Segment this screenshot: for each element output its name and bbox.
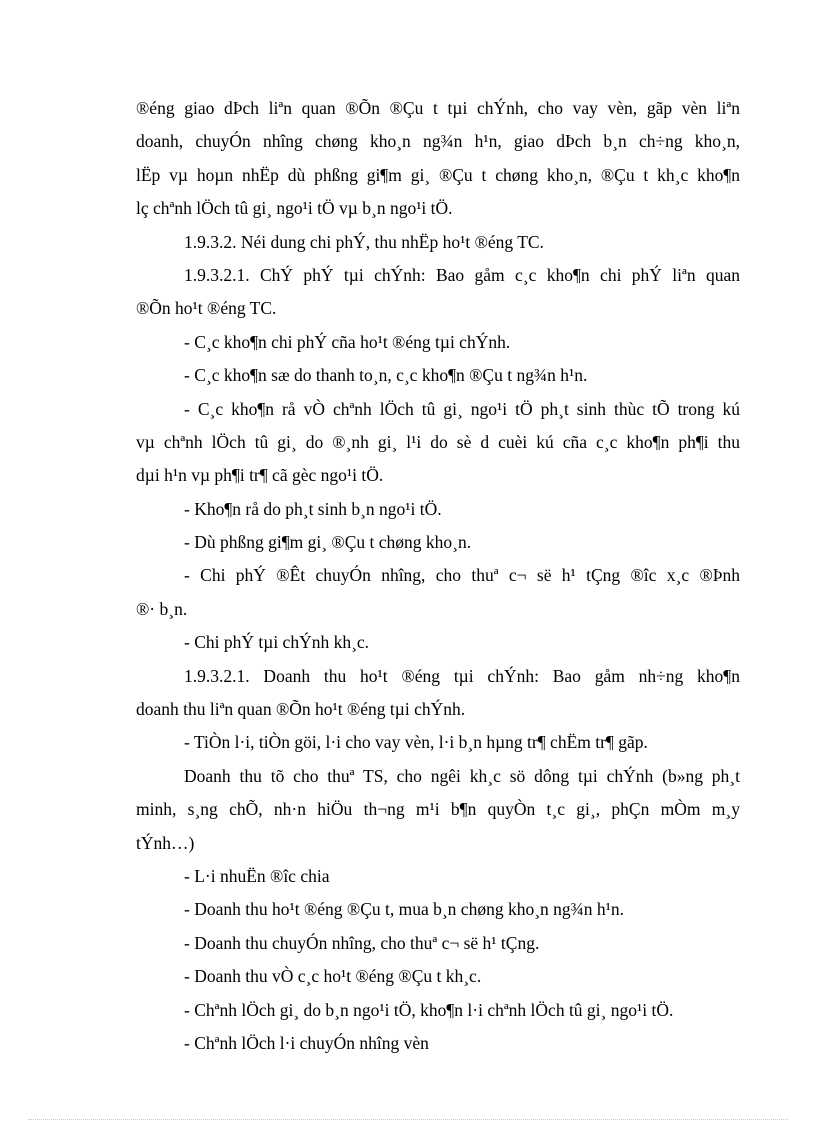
paragraph-line: Doanh thu tõ cho thuª TS, cho ngêi kh¸c sö dông tµi chÝnh (b»ng ph¸t <box>184 765 740 786</box>
list-item: - Dù phßng gi¶m gi¸ ®Çu t chøng kho¸n. <box>184 532 472 553</box>
text-line: vµ chªnh lÖch tû gi¸ do ®¸nh gi¸ l¹i do sè d cuèi kú cña c¸c kho¶n ph¶i thu <box>136 431 740 452</box>
document-body <box>136 92 740 1060</box>
list-item: - Kho¶n rå do ph¸t sinh b¸n ngo¹i tÖ. <box>184 498 442 519</box>
list-item: - Doanh thu vÒ c¸c ho¹t ®éng ®Çu t kh¸c. <box>184 966 482 987</box>
text-line: lËp vµ hoµn nhËp dù phßng gi¶m gi¸ ®Çu t chøng kho¸n, ®Çu t kh¸c kho¶n <box>136 164 740 185</box>
list-item: - Chªnh lÖch gi¸ do b¸n ngo¹i tÖ, kho¶n l·i chªnh lÖch tû gi¸ ngo¹i tÖ. <box>184 999 674 1020</box>
list-item: - L·i nhuËn ®îc chia <box>184 865 330 886</box>
text-line: ®· b¸n. <box>136 598 188 619</box>
text-line: lç chªnh lÖch tû gi¸ ngo¹i tÖ vµ b¸n ngo¹i tÖ. <box>136 198 453 219</box>
list-item: - Doanh thu ho¹t ®éng ®Çu t, mua b¸n chøng kho¸n ng¾n h¹n. <box>184 899 625 920</box>
list-item: - Doanh thu chuyÓn nhîng, cho thuª c¬ së h¹ tÇng. <box>184 932 540 953</box>
list-item: - Chªnh lÖch l·i chuyÓn nhîng vèn <box>184 1032 429 1053</box>
list-item: - Chi phÝ tµi chÝnh kh¸c. <box>184 632 370 653</box>
text-line: doanh, chuyÓn nhîng chøng kho¸n ng¾n h¹n, giao dÞch b¸n ch÷ng kho¸n, <box>136 131 740 152</box>
list-item: - C¸c kho¶n chi phÝ cña ho¹t ®éng tµi chÝnh. <box>184 331 511 352</box>
page-bottom-divider <box>28 1119 788 1120</box>
text-line: doanh thu liªn quan ®Õn ho¹t ®éng tµi chÝnh. <box>136 699 466 720</box>
text-line: tÝnh…) <box>136 832 195 853</box>
text-line: minh, s¸ng chÕ, nh·n hiÖu th¬ng m¹i b¶n quyÒn t¸c gi¸, phÇn mÒm m¸y <box>136 799 740 820</box>
subsection-heading: 1.9.3.2.1. ChÝ phÝ tµi chÝnh: Bao gåm c¸c kho¶n chi phÝ liªn quan <box>184 264 740 285</box>
section-heading: 1.9.3.2. Néi dung chi phÝ, thu nhËp ho¹t ®éng TC. <box>184 231 544 252</box>
list-item: - Chi phÝ ®Êt chuyÓn nhîng, cho thuª c¬ së h¹ tÇng ®îc x¸c ®Þnh <box>184 565 740 586</box>
text-line: dµi h¹n vµ ph¶i tr¶ cã gèc ngo¹i tÖ. <box>136 465 384 486</box>
text-line: ®Õn ho¹t ®éng TC. <box>136 298 277 319</box>
list-item: - C¸c kho¶n rå vÒ chªnh lÖch tû gi¸ ngo¹i tÖ ph¸t sinh thùc tÕ trong kú <box>184 398 740 419</box>
subsection-heading: 1.9.3.2.1. Doanh thu ho¹t ®éng tµi chÝnh: Bao gåm nh÷ng kho¶n <box>184 665 740 686</box>
list-item: - C¸c kho¶n sæ do thanh to¸n, c¸c kho¶n ®Çu t ng¾n h¹n. <box>184 365 588 386</box>
list-item: - TiÒn l·i, tiÒn göi, l·i cho vay vèn, l·i b¸n hµng tr¶ chËm tr¶ gãp. <box>184 732 648 753</box>
text-line: ®éng giao dÞch liªn quan ®Õn ®Çu t tµi chÝnh, cho vay vèn, gãp vèn liªn <box>136 98 740 118</box>
